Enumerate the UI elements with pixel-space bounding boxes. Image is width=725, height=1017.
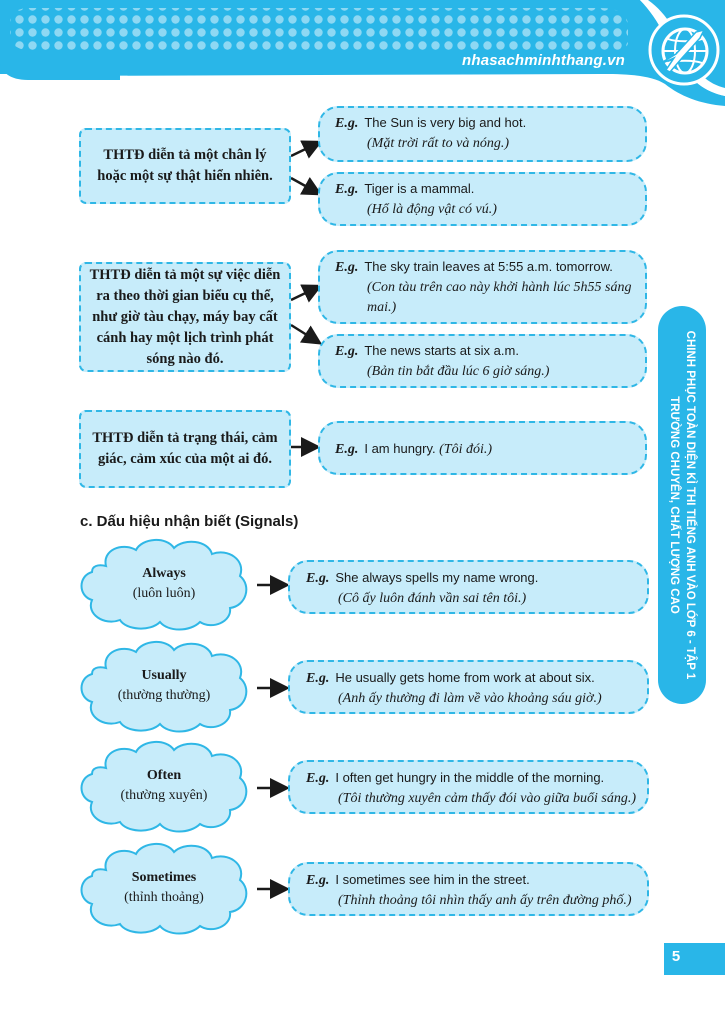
example-english: I am hungry. <box>364 441 436 456</box>
example-vietnamese: (Thỉnh thoảng tôi nhìn thấy anh ấy trên đường phố.) <box>338 893 632 908</box>
example-english: The news starts at six a.m. <box>364 343 519 358</box>
example-box <box>288 660 649 714</box>
example-label: E.g. <box>306 571 330 586</box>
example-english: The Sun is very big and hot. <box>364 115 527 130</box>
book-title-line1: CHINH PHỤC TOÀN DIỆN KÌ THI TIẾNG ANH VÀO LỚP 6 - TẬP 1 <box>684 330 696 680</box>
example-label: E.g. <box>335 344 359 359</box>
example-english: Tiger is a mammal. <box>364 181 475 196</box>
example-label: E.g. <box>306 873 330 888</box>
book-title-line2: TRƯỜNG CHUYÊN, CHẤT LƯỢNG CAO <box>668 396 680 614</box>
site-name[interactable]: nhasachminhthang.vn <box>462 52 625 69</box>
example-label: E.g. <box>306 671 330 686</box>
example-box <box>288 862 649 916</box>
example-vietnamese: (Anh ấy thường đi làm về vào khoảng sáu giờ.) <box>338 691 602 706</box>
example-label: E.g. <box>335 116 359 131</box>
example-box <box>288 560 649 614</box>
example-vietnamese: (Con tàu trên cao này khởi hành lúc 5h55 sáng mai.) <box>367 280 632 315</box>
signal-meaning: (thường xuyên) <box>120 788 208 803</box>
signal-word: Usually <box>141 668 187 683</box>
signal-word: Always <box>142 566 186 581</box>
rule-text: THTĐ diễn tả một chân lý hoặc một sự thật hiển nhiên. <box>97 147 273 184</box>
book-title-tab <box>658 306 706 704</box>
signal-cloud <box>76 840 252 936</box>
rule-text: THTĐ diễn tả một sự việc diễn ra theo thời gian biểu cụ thể, như giờ tàu chạy, máy bay cất cánh hay một lịch trình phát sóng nào đó. <box>89 266 281 367</box>
example-vietnamese: (Hổ là động vật có vú.) <box>367 202 497 217</box>
example-vietnamese: (Tôi đói.) <box>439 442 493 457</box>
example-label: E.g. <box>335 260 359 275</box>
example-vietnamese: (Cô ấy luôn đánh vần sai tên tôi.) <box>338 591 527 606</box>
example-english: He usually gets home from work at about six. <box>335 670 595 685</box>
arrow <box>291 178 318 193</box>
example-vietnamese: (Mặt trời rất to và nóng.) <box>367 136 510 151</box>
signal-cloud <box>76 738 252 834</box>
example-label: E.g. <box>306 771 330 786</box>
example-english: I often get hungry in the middle of the morning. <box>335 770 605 785</box>
rule-box <box>79 410 291 488</box>
signal-cloud <box>76 638 252 734</box>
example-vietnamese: (Bản tin bắt đầu lúc 6 giờ sáng.) <box>367 364 550 379</box>
rule-box <box>79 128 291 204</box>
example-box <box>318 421 647 475</box>
example-english: I sometimes see him in the street. <box>335 872 530 887</box>
rule-box <box>79 262 291 372</box>
signal-meaning: (luôn luôn) <box>132 586 196 601</box>
example-english: She always spells my name wrong. <box>335 570 539 585</box>
signal-meaning: (thỉnh thoảng) <box>124 890 204 905</box>
signal-meaning: (thường thường) <box>117 688 211 703</box>
page-number: 5 <box>671 948 681 965</box>
arrow <box>291 325 318 342</box>
example-box <box>318 334 647 388</box>
arrow <box>291 143 318 156</box>
rule-text: THTĐ diễn tả trạng thái, cảm giác, cảm xúc của một ai đó. <box>92 430 278 467</box>
example-box <box>318 172 647 226</box>
example-label: E.g. <box>335 442 359 457</box>
example-box <box>318 250 647 324</box>
section-title: c. Dấu hiệu nhận biết (Signals) <box>80 513 299 530</box>
signal-word: Often <box>146 768 182 783</box>
arrow <box>291 287 318 300</box>
example-english: The sky train leaves at 5:55 a.m. tomorrow. <box>364 259 613 274</box>
signal-word: Sometimes <box>131 870 197 885</box>
example-vietnamese: (Tôi thường xuyên cảm thấy đói vào giữa buổi sáng.) <box>338 791 637 806</box>
example-label: E.g. <box>335 182 359 197</box>
page-number-tab <box>664 943 725 975</box>
example-box <box>288 760 649 814</box>
example-box <box>318 106 647 162</box>
signal-cloud <box>76 536 252 632</box>
